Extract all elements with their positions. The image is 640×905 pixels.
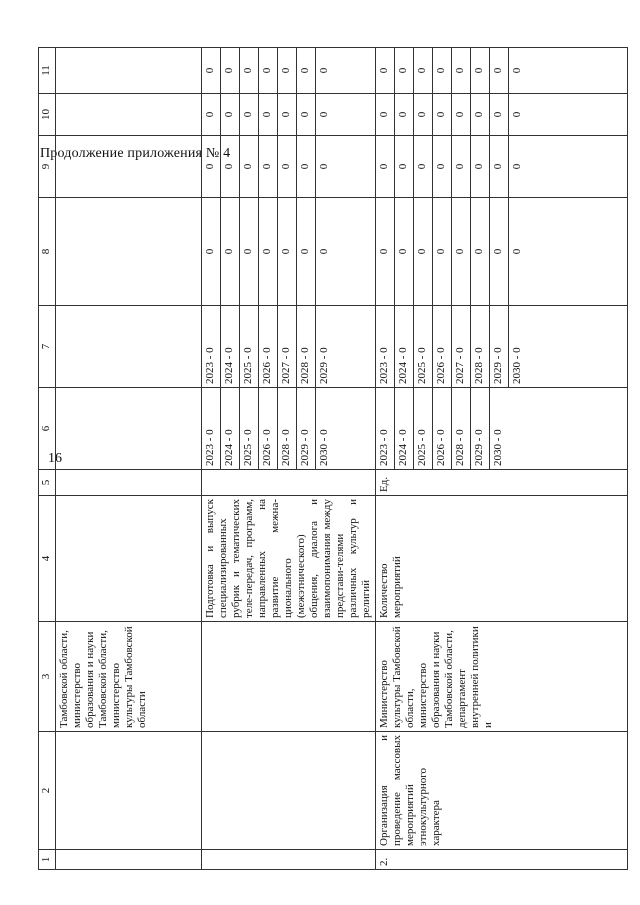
- value-list: [202, 136, 376, 198]
- year-value: 2029 - 0: [318, 347, 330, 384]
- col-num: 6: [39, 388, 56, 470]
- value: 0: [511, 248, 523, 255]
- value: 0: [395, 48, 414, 93]
- responsible-cell: Тамбовской области, министерство образования и науки Тамбовской области, министерство культуры Тамбовской области: [56, 622, 202, 732]
- year-value: 2026 - 0: [433, 388, 452, 469]
- value: 0: [278, 198, 297, 305]
- value: 0: [318, 163, 330, 170]
- value: 0: [433, 198, 452, 305]
- year-value: 2028 - 0: [297, 306, 316, 387]
- value-list: [202, 94, 376, 136]
- value: 0: [202, 136, 221, 197]
- table-row: [202, 48, 376, 870]
- value: 0: [471, 48, 490, 93]
- year-value: 2025 - 0: [414, 306, 433, 387]
- year-value: 2023 - 0: [202, 388, 221, 469]
- value: 0: [221, 48, 240, 93]
- value: 0: [395, 136, 414, 197]
- value: 0: [490, 48, 509, 93]
- value: 0: [297, 48, 316, 93]
- value: 0: [202, 48, 221, 93]
- value: 0: [414, 136, 433, 197]
- year-value: 2026 - 0: [259, 306, 278, 387]
- col-num: 9: [39, 136, 56, 198]
- value: 0: [490, 198, 509, 305]
- year-value: 2027 - 0: [452, 306, 471, 387]
- page-number: 16: [48, 451, 62, 466]
- year-value: 2028 - 0: [278, 388, 297, 469]
- year-value: 2025 - 0: [240, 388, 259, 469]
- value: 0: [471, 198, 490, 305]
- col-num: 11: [39, 48, 56, 94]
- indicator-cell: Подготовка и выпуск специализированных рубрик и тематических теле-передач, программ, направленных на развитие межна-ционального (межэтнического) общения, диалога и взаимопонимания между представи-телями различных культур и религий: [202, 496, 376, 622]
- value: 0: [318, 67, 330, 74]
- col-num: 2: [39, 732, 56, 850]
- value: 0: [452, 48, 471, 93]
- value: 0: [471, 136, 490, 197]
- year-value: 2028 - 0: [471, 306, 490, 387]
- value-list: [376, 94, 628, 136]
- value-list: [202, 198, 376, 306]
- indicator-cell: Количество мероприятий: [376, 496, 628, 622]
- value: 0: [433, 136, 452, 197]
- col-num: 4: [39, 496, 56, 622]
- year-value: 2024 - 0: [221, 388, 240, 469]
- year-value: 2029 - 0: [297, 388, 316, 469]
- value: 0: [278, 48, 297, 93]
- year-value: 2025 - 0: [414, 388, 433, 469]
- row-number: 2.: [376, 850, 628, 870]
- year-value: 2026 - 0: [259, 388, 278, 469]
- year-value: 2024 - 0: [395, 388, 414, 469]
- value: 0: [452, 198, 471, 305]
- value-list: [376, 198, 628, 306]
- year-value: 2024 - 0: [395, 306, 414, 387]
- value-list: [376, 48, 628, 94]
- activity-cell: Организация и проведение массовых мероприятий этнокультурного характера: [376, 732, 628, 850]
- years-list: [376, 306, 628, 388]
- col-num: 5: [39, 470, 56, 496]
- value: 0: [297, 198, 316, 305]
- value: 0: [376, 198, 395, 305]
- col-num: 3: [39, 622, 56, 732]
- value: 0: [490, 94, 509, 135]
- value: 0: [511, 163, 523, 170]
- value: 0: [471, 94, 490, 135]
- value: 0: [452, 136, 471, 197]
- value: 0: [202, 94, 221, 135]
- value: 0: [297, 94, 316, 135]
- value: 0: [240, 48, 259, 93]
- value: 0: [221, 94, 240, 135]
- column-number-row: [39, 48, 56, 870]
- value: 0: [259, 198, 278, 305]
- value: 0: [414, 198, 433, 305]
- value: 0: [376, 94, 395, 135]
- table-row: [376, 48, 628, 870]
- value: 0: [259, 48, 278, 93]
- value: 0: [318, 111, 330, 118]
- value: 0: [490, 136, 509, 197]
- value: 0: [259, 136, 278, 197]
- year-value: 2024 - 0: [221, 306, 240, 387]
- value: 0: [297, 136, 316, 197]
- value: 0: [452, 94, 471, 135]
- col-num: 1: [39, 850, 56, 870]
- value: 0: [395, 198, 414, 305]
- value: 0: [433, 48, 452, 93]
- value-list: [202, 48, 376, 94]
- page-heading: Продолжение приложения № 4: [40, 146, 231, 161]
- value: 0: [259, 94, 278, 135]
- value: 0: [221, 198, 240, 305]
- value: 0: [278, 94, 297, 135]
- value: 0: [240, 198, 259, 305]
- value: 0: [221, 136, 240, 197]
- value: 0: [433, 94, 452, 135]
- year-value: 2030 - 0: [511, 347, 523, 384]
- table-row: [56, 48, 202, 870]
- unit-cell: Ед.: [376, 470, 628, 496]
- col-num: 7: [39, 306, 56, 388]
- responsible-cell: Министерство культуры Тамбовской области, министерство образования и науки Тамбовской области, департамент внутренней политики и: [376, 622, 628, 732]
- value: 0: [376, 136, 395, 197]
- year-value: 2027 - 0: [278, 306, 297, 387]
- year-value: 2029 - 0: [471, 388, 490, 469]
- value: 0: [376, 48, 395, 93]
- year-value: 2023 - 0: [202, 306, 221, 387]
- value: 0: [278, 136, 297, 197]
- value: 0: [414, 48, 433, 93]
- value-list: [376, 136, 628, 198]
- value: 0: [395, 94, 414, 135]
- years-list: [376, 388, 628, 470]
- value: 0: [240, 94, 259, 135]
- col-num: 10: [39, 94, 56, 136]
- years-list: [202, 306, 376, 388]
- program-table: [38, 47, 628, 870]
- year-value: 2029 - 0: [490, 306, 509, 387]
- year-value: 2023 - 0: [376, 388, 395, 469]
- year-value: 2025 - 0: [240, 306, 259, 387]
- value: 0: [414, 94, 433, 135]
- year-value: 2030 - 0: [492, 429, 504, 466]
- value: 0: [318, 248, 330, 255]
- value: 0: [511, 67, 523, 74]
- col-num: 8: [39, 198, 56, 306]
- value: 0: [511, 111, 523, 118]
- value: 0: [240, 136, 259, 197]
- rotated-table-page: [38, 48, 600, 870]
- years-list: [202, 388, 376, 470]
- year-value: 2028 - 0: [452, 388, 471, 469]
- year-value: 2030 - 0: [318, 429, 330, 466]
- year-value: 2026 - 0: [433, 306, 452, 387]
- year-value: 2023 - 0: [376, 306, 395, 387]
- value: 0: [202, 198, 221, 305]
